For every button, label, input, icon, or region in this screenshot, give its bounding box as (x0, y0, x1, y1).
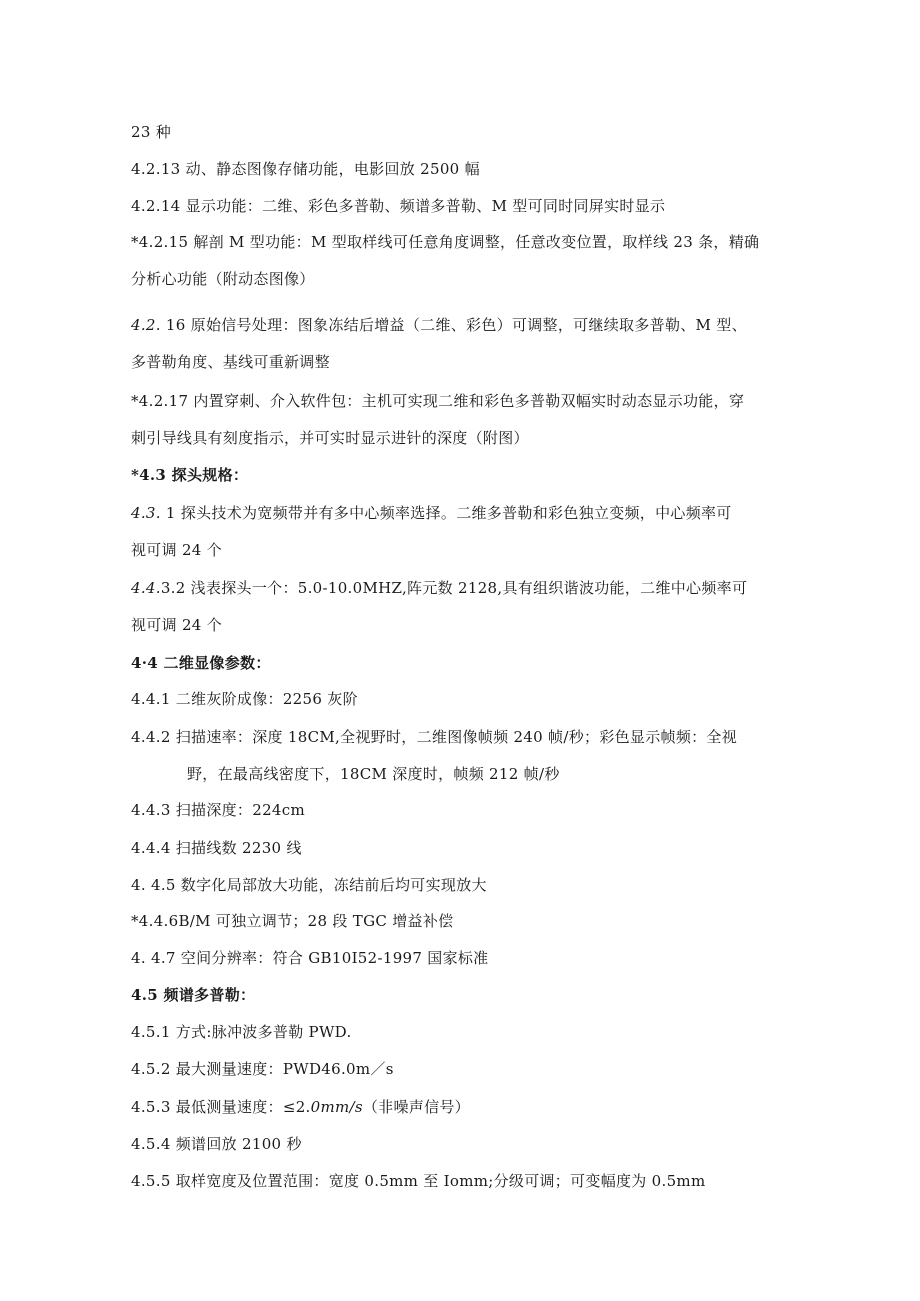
text-line: 野，在最高线密度下，18CM 深度时，帧频 212 帧/秒 (187, 765, 560, 783)
text-line: 4.4.4 扫描线数 2230 线 (131, 839, 302, 857)
italic-prefix: 4.2. (131, 316, 161, 334)
section-heading: 4.5 频谱多普勒： (131, 986, 256, 1004)
line-tail: （非噪声信号） (362, 1098, 470, 1116)
text-line: 4.4.1 二维灰阶成像：2256 灰阶 (131, 690, 358, 708)
text-line: 刺引导线具有刻度指示，并可实时显示进针的深度（附图） (131, 429, 529, 447)
text-line (131, 578, 811, 598)
text-line: 4.4.2 扫描速率：深度 18CM,全视野时，二维图像帧频 240 帧/秒；彩色显示帧频：全视 (131, 728, 738, 746)
italic-prefix: 4.4. (131, 579, 161, 597)
text-line (131, 1097, 811, 1117)
text-line: 4.5.1 方式:脉冲波多普勒 PWD. (131, 1023, 352, 1041)
text-line: *4.2.17 内置穿刺、介入软件包：主机可实现二维和彩色多普勒双幅实时动态显示功能，穿 (131, 392, 745, 410)
text-line: 视可调 24 个 (131, 616, 223, 634)
section-heading: 4·4 二维显像参数： (131, 654, 271, 672)
text-line: 4. 4.7 空间分辨率：符合 GB10I52-1997 国家标准 (131, 949, 489, 967)
italic-prefix: 4.3. (131, 504, 161, 522)
text-line: *4.4.6B/M 可独立调节；28 段 TGC 增益补偿 (131, 912, 454, 930)
text-line (131, 315, 811, 335)
text-line: 23 种 (131, 123, 172, 141)
line-text: 4.5.3 最低测量速度：≤2. (131, 1098, 311, 1116)
text-line: 分析心功能（附动态图像） (131, 270, 315, 288)
text-line (131, 503, 811, 523)
text-line: 视可调 24 个 (131, 541, 223, 559)
text-line: 4.4.3 扫描深度：224cm (131, 801, 305, 819)
text-line: 4.2.13 动、静态图像存储功能，电影回放 2500 幅 (131, 160, 480, 178)
text-line: 多普勒角度、基线可重新调整 (131, 353, 330, 371)
text-line: 4. 4.5 数字化局部放大功能，冻结前后均可实现放大 (131, 876, 487, 894)
text-line: 4.5.2 最大测量速度：PWD46.0m／s (131, 1060, 394, 1078)
text-line: 4.5.5 取样宽度及位置范围：宽度 0.5mm 至 Iomm;分级可调；可变幅度为 0.5mm (131, 1172, 706, 1190)
text-line: *4.2.15 解剖 M 型功能：M 型取样线可任意角度调整，任意改变位置，取样线 23 条，精确 (131, 233, 760, 251)
italic-value: 0mm/s (310, 1098, 363, 1116)
section-heading: *4.3 探头规格： (131, 466, 249, 484)
line-text: 16 原始信号处理：图象冻结后增益（二维、彩色）可调整，可继续取多普勒、M 型、 (160, 316, 747, 334)
text-line: 4.5.4 频谱回放 2100 秒 (131, 1135, 302, 1153)
text-line: 4.2.14 显示功能：二维、彩色多普勒、频谱多普勒、M 型可同时同屏实时显示 (131, 197, 666, 215)
line-text: 1 探头技术为宽频带并有多中心频率选择。二维多普勒和彩色独立变频，中心频率可 (160, 504, 732, 522)
line-text: 3.2 浅表探头一个：5.0-10.0MHZ,阵元数 2128,具有组织谐波功能，二维中心频率可 (160, 579, 748, 597)
